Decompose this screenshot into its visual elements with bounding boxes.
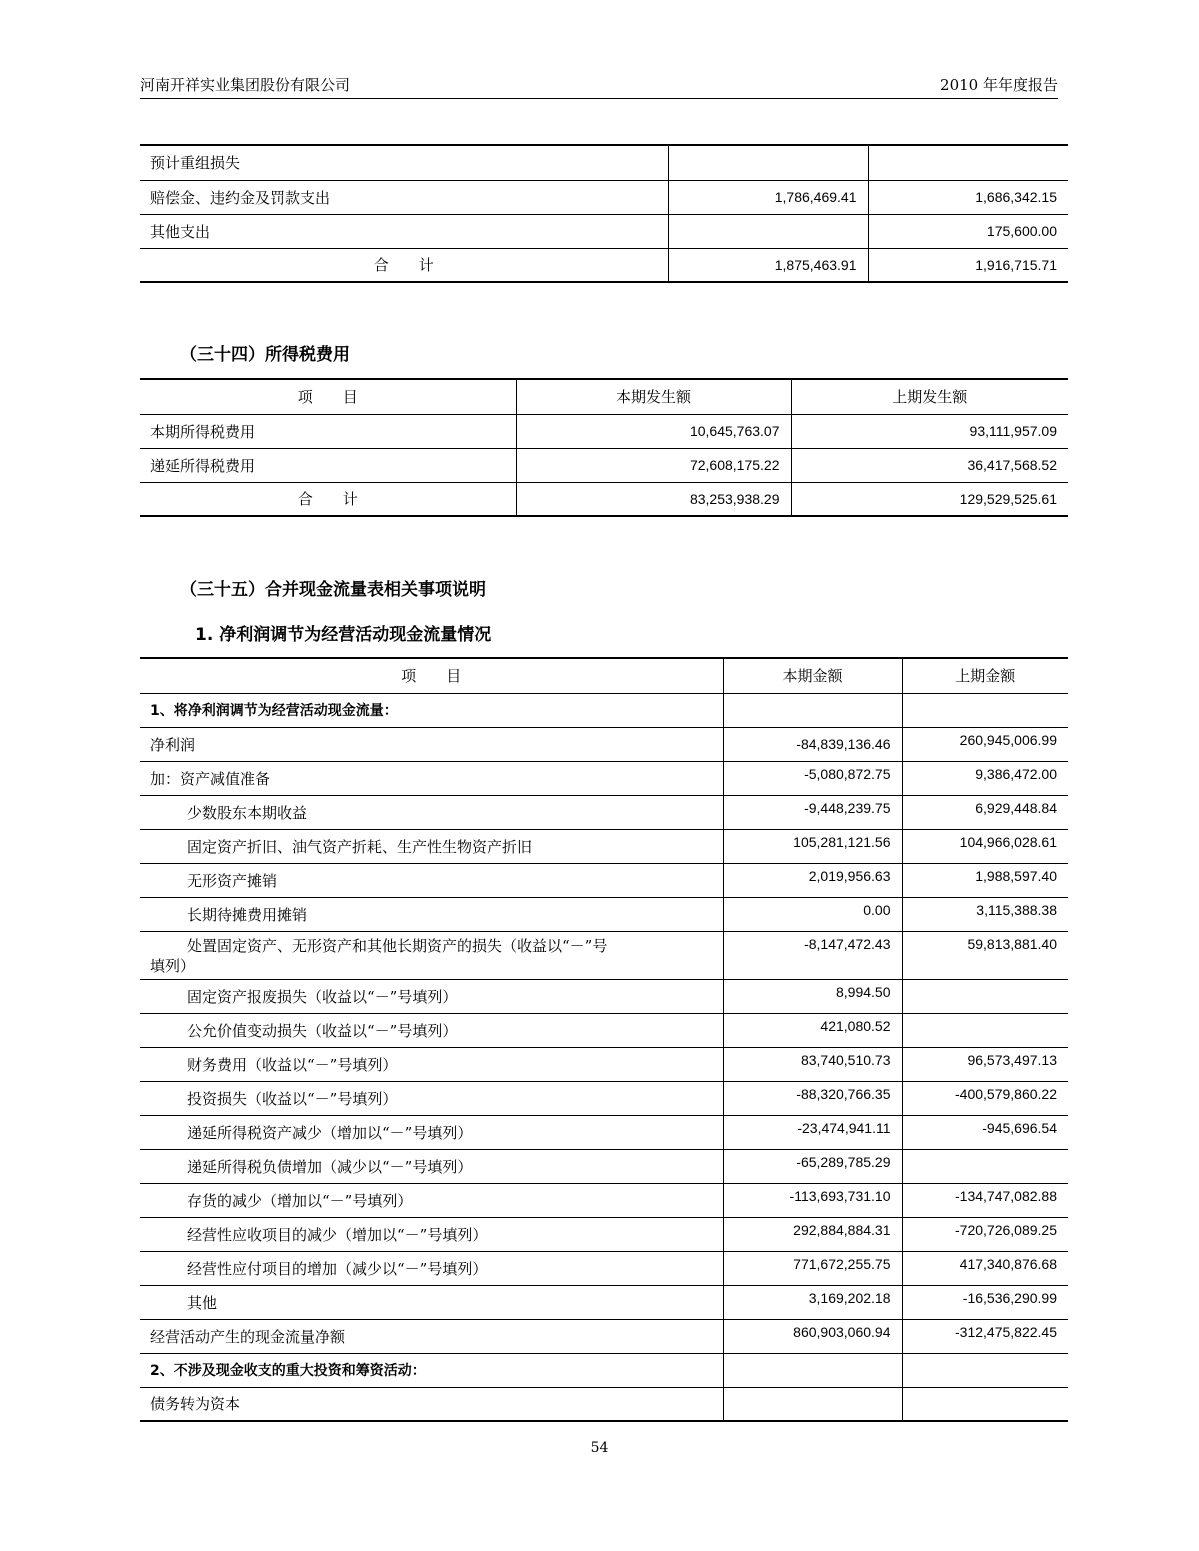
current-value: 1,786,469.41 bbox=[668, 180, 868, 214]
report-title: 2010 年年度报告 bbox=[940, 76, 1058, 94]
current-value: -9,448,239.75 bbox=[723, 795, 902, 829]
previous-value bbox=[902, 1387, 1068, 1421]
total-row bbox=[140, 482, 1068, 516]
table-row bbox=[140, 1115, 1068, 1149]
row-label: 固定资产报废损失（收益以“－”号填列） bbox=[140, 979, 723, 1013]
previous-value: 96,573,497.13 bbox=[902, 1047, 1068, 1081]
row-label: 其他支出 bbox=[140, 214, 668, 248]
previous-value: 1,686,342.15 bbox=[868, 180, 1068, 214]
table-row bbox=[140, 145, 1068, 180]
previous-value: 93,111,957.09 bbox=[791, 414, 1068, 448]
current-value: -65,289,785.29 bbox=[723, 1149, 902, 1183]
table-row bbox=[140, 180, 1068, 214]
current-value: 860,903,060.94 bbox=[723, 1319, 902, 1353]
current-value bbox=[723, 1353, 902, 1387]
table-row bbox=[140, 1149, 1068, 1183]
current-value: 105,281,121.56 bbox=[723, 829, 902, 863]
row-label: 赔偿金、违约金及罚款支出 bbox=[140, 180, 668, 214]
previous-value bbox=[868, 145, 1068, 180]
col-header-current: 本期金额 bbox=[723, 658, 902, 693]
current-value: 771,672,255.75 bbox=[723, 1251, 902, 1285]
row-label: 1、将净利润调节为经营活动现金流量： bbox=[140, 693, 723, 727]
table-row bbox=[140, 1013, 1068, 1047]
current-value: 292,884,884.31 bbox=[723, 1217, 902, 1251]
table-row bbox=[140, 1081, 1068, 1115]
previous-value bbox=[902, 1353, 1068, 1387]
previous-value: -16,536,290.99 bbox=[902, 1285, 1068, 1319]
current-value: 10,645,763.07 bbox=[516, 414, 791, 448]
current-value: 72,608,175.22 bbox=[516, 448, 791, 482]
row-label: 少数股东本期收益 bbox=[140, 795, 723, 829]
row-label: 财务费用（收益以“－”号填列） bbox=[140, 1047, 723, 1081]
row-label-wrapped bbox=[140, 931, 723, 979]
current-value bbox=[723, 1387, 902, 1421]
previous-value bbox=[902, 693, 1068, 727]
row-label: 经营活动产生的现金流量净额 bbox=[140, 1319, 723, 1353]
current-value: 3,169,202.18 bbox=[723, 1285, 902, 1319]
section-35-title: （三十五）合并现金流量表相关事项说明 bbox=[180, 580, 486, 600]
previous-value: -720,726,089.25 bbox=[902, 1217, 1068, 1251]
total-row bbox=[140, 248, 1068, 282]
current-value: -5,080,872.75 bbox=[723, 761, 902, 795]
current-value bbox=[668, 145, 868, 180]
table-row bbox=[140, 829, 1068, 863]
row-label: 递延所得税负债增加（减少以“－”号填列） bbox=[140, 1149, 723, 1183]
income-tax-table bbox=[140, 378, 1068, 517]
table-row bbox=[140, 727, 1068, 761]
col-header-item: 项 目 bbox=[140, 379, 516, 414]
row-label: 加：资产减值准备 bbox=[140, 761, 723, 795]
row-label: 债务转为资本 bbox=[140, 1387, 723, 1421]
row-label: 经营性应收项目的减少（增加以“－”号填列） bbox=[140, 1217, 723, 1251]
row-label: 投资损失（收益以“－”号填列） bbox=[140, 1081, 723, 1115]
current-value bbox=[668, 214, 868, 248]
current-value: -84,839,136.46 bbox=[723, 727, 902, 761]
row-label: 无形资产摊销 bbox=[140, 863, 723, 897]
current-value: -8,147,472.43 bbox=[723, 931, 902, 979]
row-label-continuation: 填列） bbox=[150, 957, 196, 975]
row-label: 净利润 bbox=[140, 727, 723, 761]
previous-value: 1,988,597.40 bbox=[902, 863, 1068, 897]
row-label: 本期所得税费用 bbox=[140, 414, 516, 448]
other-expenses-table bbox=[140, 144, 1068, 283]
previous-value: 417,340,876.68 bbox=[902, 1251, 1068, 1285]
section-34-title: （三十四）所得税费用 bbox=[180, 345, 350, 365]
previous-value: 260,945,006.99 bbox=[902, 727, 1068, 761]
table-row bbox=[140, 1319, 1068, 1353]
previous-value: 59,813,881.40 bbox=[902, 931, 1068, 979]
table-row bbox=[140, 1047, 1068, 1081]
row-label: 其他 bbox=[140, 1285, 723, 1319]
previous-value: 175,600.00 bbox=[868, 214, 1068, 248]
row-label: 递延所得税资产减少（增加以“－”号填列） bbox=[140, 1115, 723, 1149]
current-value: 83,740,510.73 bbox=[723, 1047, 902, 1081]
previous-value: 129,529,525.61 bbox=[791, 482, 1068, 516]
page-number: 54 bbox=[590, 1440, 609, 1456]
header-row bbox=[140, 658, 1068, 693]
table-row bbox=[140, 1217, 1068, 1251]
previous-value bbox=[902, 1149, 1068, 1183]
row-label: 经营性应付项目的增加（减少以“－”号填列） bbox=[140, 1251, 723, 1285]
table-row bbox=[140, 761, 1068, 795]
header-row bbox=[140, 379, 1068, 414]
previous-value: 9,386,472.00 bbox=[902, 761, 1068, 795]
previous-value: 1,916,715.71 bbox=[868, 248, 1068, 282]
row-label: 处置固定资产、无形资产和其他长期资产的损失（收益以“－”号 bbox=[187, 937, 608, 955]
current-value: 83,253,938.29 bbox=[516, 482, 791, 516]
section-row bbox=[140, 693, 1068, 727]
previous-value: -945,696.54 bbox=[902, 1115, 1068, 1149]
row-label: 存货的减少（增加以“－”号填列） bbox=[140, 1183, 723, 1217]
previous-value: 36,417,568.52 bbox=[791, 448, 1068, 482]
page-header bbox=[140, 72, 1058, 99]
table-row bbox=[140, 214, 1068, 248]
row-label: 预计重组损失 bbox=[140, 145, 668, 180]
current-value: 8,994.50 bbox=[723, 979, 902, 1013]
previous-value: 3,115,388.38 bbox=[902, 897, 1068, 931]
previous-value: -312,475,822.45 bbox=[902, 1319, 1068, 1353]
previous-value: -400,579,860.22 bbox=[902, 1081, 1068, 1115]
current-value: 421,080.52 bbox=[723, 1013, 902, 1047]
table-row bbox=[140, 1251, 1068, 1285]
current-value bbox=[723, 693, 902, 727]
row-label: 长期待摊费用摊销 bbox=[140, 897, 723, 931]
section-row bbox=[140, 1353, 1068, 1387]
row-label: 公允价值变动损失（收益以“－”号填列） bbox=[140, 1013, 723, 1047]
current-value: -113,693,731.10 bbox=[723, 1183, 902, 1217]
table-row bbox=[140, 897, 1068, 931]
previous-value bbox=[902, 1013, 1068, 1047]
table-row bbox=[140, 795, 1068, 829]
current-value: -88,320,766.35 bbox=[723, 1081, 902, 1115]
previous-value: 6,929,448.84 bbox=[902, 795, 1068, 829]
table-row bbox=[140, 863, 1068, 897]
table-row bbox=[140, 979, 1068, 1013]
row-label: 递延所得税费用 bbox=[140, 448, 516, 482]
col-header-previous: 上期发生额 bbox=[791, 379, 1068, 414]
table-row bbox=[140, 448, 1068, 482]
row-label: 2、不涉及现金收支的重大投资和筹资活动： bbox=[140, 1353, 723, 1387]
table-row bbox=[140, 1183, 1068, 1217]
cash-flow-reconciliation-table bbox=[140, 657, 1068, 1422]
total-label: 合 计 bbox=[140, 482, 516, 516]
company-name: 河南开祥实业集团股份有限公司 bbox=[140, 76, 351, 94]
col-header-current: 本期发生额 bbox=[516, 379, 791, 414]
current-value: -23,474,941.11 bbox=[723, 1115, 902, 1149]
previous-value bbox=[902, 979, 1068, 1013]
table-row bbox=[140, 1285, 1068, 1319]
current-value: 1,875,463.91 bbox=[668, 248, 868, 282]
table-row bbox=[140, 931, 1068, 979]
table-row bbox=[140, 1387, 1068, 1421]
section-35-subtitle: 1. 净利润调节为经营活动现金流量情况 bbox=[195, 625, 492, 645]
col-header-item: 项 目 bbox=[140, 658, 723, 693]
current-value: 0.00 bbox=[723, 897, 902, 931]
previous-value: -134,747,082.88 bbox=[902, 1183, 1068, 1217]
row-label: 固定资产折旧、油气资产折耗、生产性生物资产折旧 bbox=[140, 829, 723, 863]
previous-value: 104,966,028.61 bbox=[902, 829, 1068, 863]
current-value: 2,019,956.63 bbox=[723, 863, 902, 897]
table-row bbox=[140, 414, 1068, 448]
total-label: 合 计 bbox=[140, 248, 668, 282]
col-header-previous: 上期金额 bbox=[902, 658, 1068, 693]
